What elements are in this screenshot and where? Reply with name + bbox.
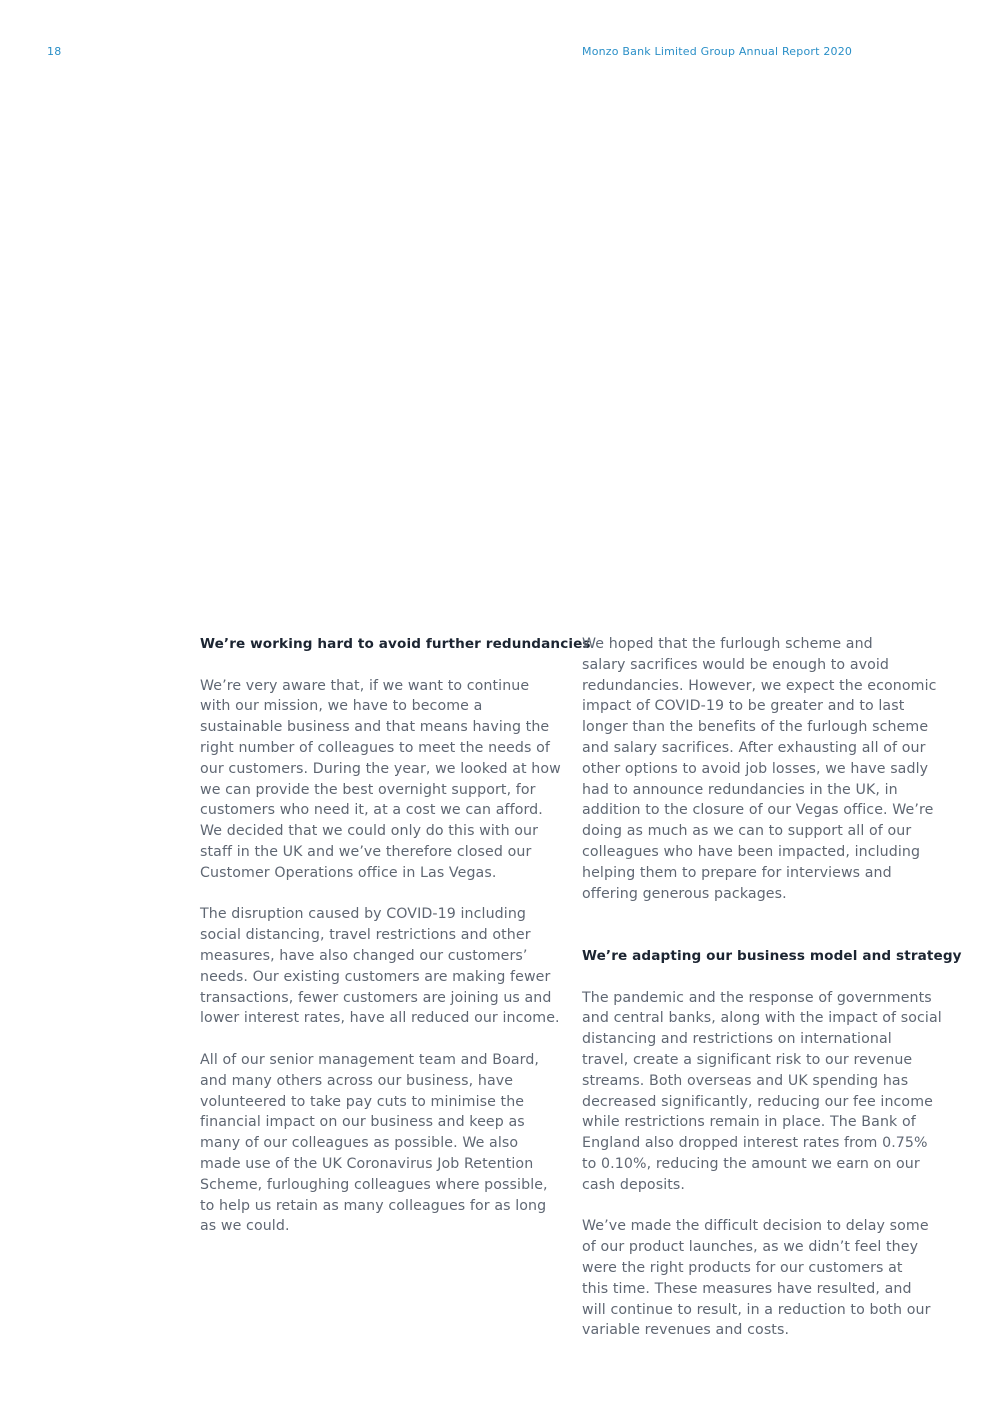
paragraph-covid-disruption: The disruption caused by COVID-19 including social distancing, travel restrictions and other measures, have also changed our customers’ needs. Our existing customers are making fewer transactions, fewer customers are joining us and lower interest rates, have all reduced our income. [200,906,560,1027]
paragraph-mission: We’re very aware that, if we want to continue with our mission, we have to become a sustainable business and that means having the right number of colleagues to meet the needs of our customers. During the year, we looked at how we can provide the best overnight support, for customers who need it, at a cost we can afford. We decided that we could only do this with our staff in the UK and we’ve therefore closed our Customer Operations office in Las Vegas. [200,677,561,881]
right-column [582,634,962,1341]
section-heading-redundancies: We’re working hard to avoid further redundancies [200,636,591,652]
left-column [200,634,591,1237]
report-title: Monzo Bank Limited Group Annual Report 2020 [582,45,853,58]
page-number: 18 [47,45,62,58]
paragraph-pay-cuts: All of our senior management team and Board, and many others across our business, have volunteered to take pay cuts to minimise the financial impact on our business and keep as many of our colleagues as possible. We also made use of the UK Coronavirus Job Retention Scheme, furloughing colleagues where possible, to help us retain as many colleagues for as long as we could. [200,1051,548,1235]
paragraph-pandemic-risk: The pandemic and the response of governments and central banks, along with the impact of social distancing and restrictions on international travel, create a significant risk to our revenue streams. Both overseas and UK spending has decreased significantly, reducing our fee income while restrictions remain in place. The Bank of England also dropped interest rates from 0.75% to 0.10%, reducing the amount we earn on our cash deposits. [582,989,942,1193]
paragraph-furlough: We hoped that the furlough scheme and salary sacrifices would be enough to avoid redundancies. However, we expect the economic impact of COVID-19 to be greater and to last longer than the benefits of the furlough scheme and salary sacrifices. After exhausting all of our other options to avoid job losses, we have sadly had to announce redundancies in the UK, in addition to the closure of our Vegas office. We’re doing as much as we can to support all of our colleagues who have been impacted, including helping them to prepare for interviews and offering generous packages. [582,636,937,902]
section-heading-business-model: We’re adapting our business model and strategy [582,947,962,964]
paragraph-product-launches: We’ve made the difficult decision to delay some of our product launches, as we didn’t feel they were the right products for our customers at this time. These measures have resulted, and will continue to result, in a reduction to both our variable revenues and costs. [582,1218,931,1339]
